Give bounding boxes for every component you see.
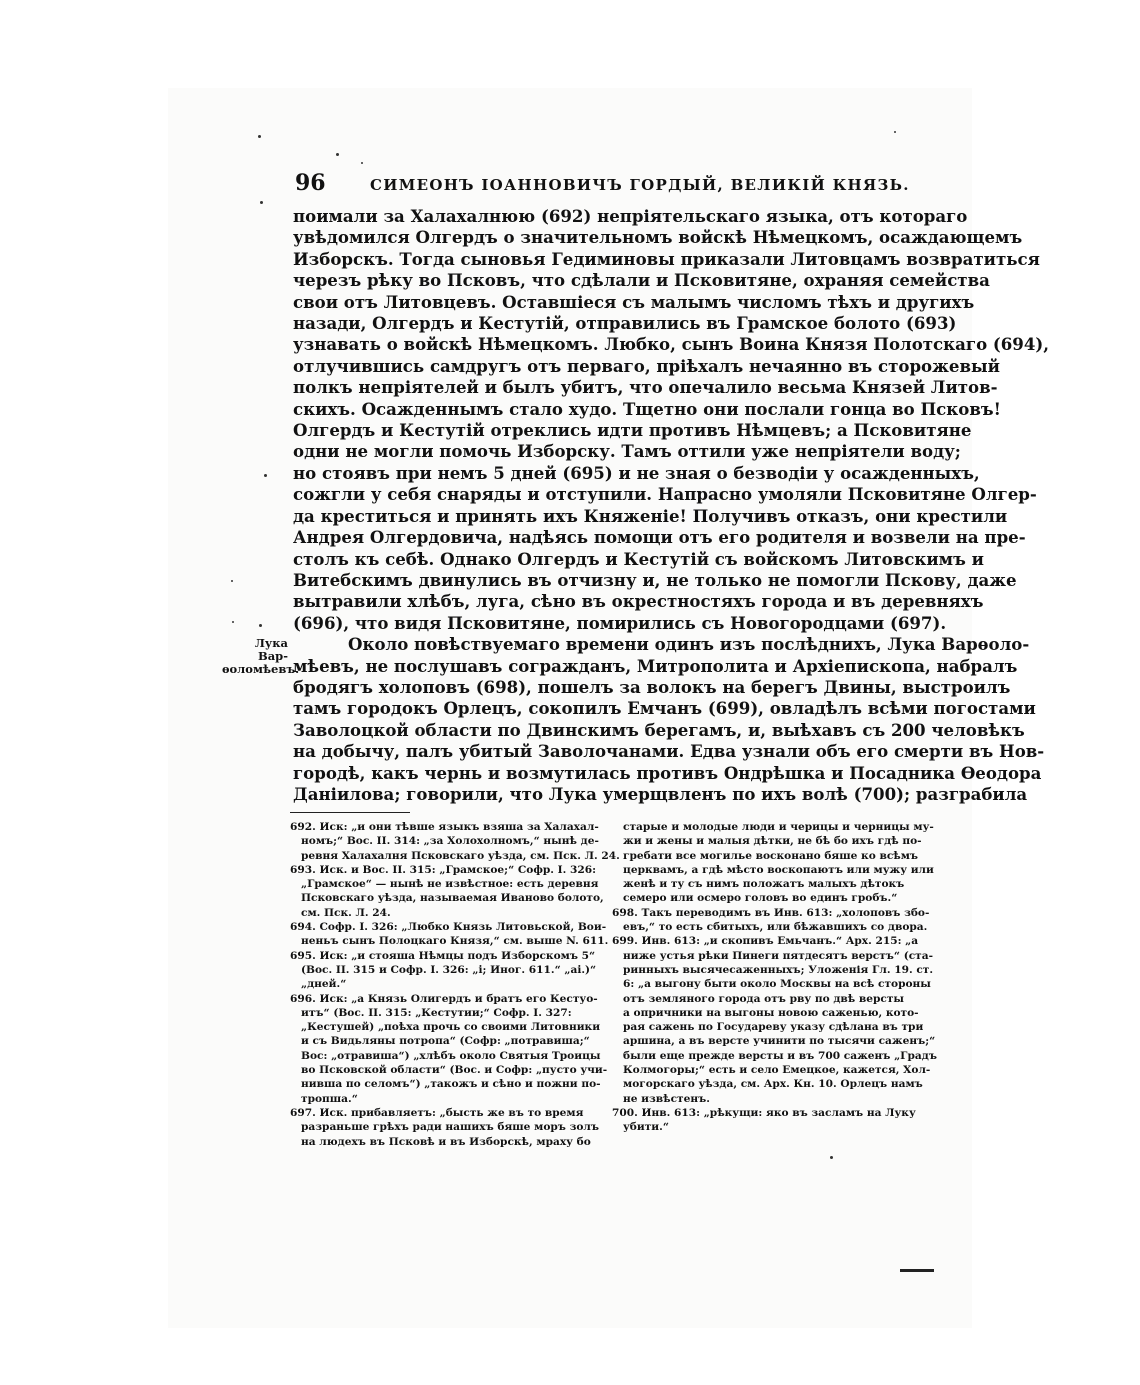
footnote-line: женѣ и ту съ нимъ положатъ малыхъ дѣтокъ: [623, 878, 905, 891]
footnote-line: тропша.“: [301, 1092, 358, 1105]
text-line: сожгли у себя снаряды и отступили. Напрасно умоляли Псковитяне Олгер-: [293, 484, 1037, 505]
margin-note-line: Лука Вар-: [254, 636, 288, 663]
text-line: тамъ городокъ Орлецъ, сокопилъ Емчанъ (699), овладѣлъ всѣми погостами: [293, 698, 1036, 719]
text-line: (696), что видя Псковитяне, помирились съ Новогородцами (697).: [293, 612, 947, 633]
footnote-line: были еще прежде версты и въ 700 саженъ „Градъ: [623, 1049, 937, 1062]
text-line: Заволоцкой области по Двинскимъ берегамъ, и, выѣхавъ съ 200 человѣкъ: [293, 719, 1025, 740]
footnote-line: 695. Иск: „и стояша Нѣмцы подъ Изборскомъ 5“: [290, 949, 596, 962]
footnote-line: евъ,“ то есть сбитыхъ, или бѣжавшихъ со двора.: [623, 921, 928, 934]
footnote-line: нивша по селомъ“) „такожъ и сѣно и пожни по-: [301, 1078, 601, 1091]
text-line: городѣ, какъ чернь и возмутилась противъ Ондрѣшка и Посадника Ѳеодора: [293, 762, 1042, 783]
footnote-line: 700. Инв. 613: „рѣкущи: яко въ засламъ на Луку: [612, 1106, 916, 1119]
margin-note: [222, 636, 300, 676]
footnote-line: старые и молодые люди и черицы и черницы му-: [623, 821, 934, 833]
text-line: Даніилова; говорили, что Лука умерщвленъ по ихъ волѣ (700); разграбила: [293, 783, 1028, 804]
scan-speck: [232, 621, 234, 623]
text-line: мѣевъ, не послушавъ согражданъ, Митрополита и Архіепископа, набралъ: [293, 655, 1018, 676]
text-line: увѣдомился Олгердъ о значительномъ войскѣ Нѣмецкомъ, осаждающемъ: [293, 227, 1023, 248]
text-line: узнавать о войскѣ Нѣмецкомъ. Любко, сынъ Воина Князя Полотскаго (694),: [293, 334, 1050, 355]
footnote-line: ревня Халахалня Псковскаго уѣзда, см. Пск. Л. 24.: [301, 849, 620, 862]
scan-dash-mark: [900, 1269, 934, 1272]
scan-speck: [231, 580, 233, 582]
footnotes-left-column: [290, 820, 620, 1149]
footnote-line: см. Пск. Л. 24.: [301, 906, 391, 919]
footnote-line: 6: „а выгону быти около Москвы на всѣ стороны: [623, 978, 931, 991]
text-line: одни не могли помочь Изборску. Тамъ оттили уже непріятели воду;: [293, 441, 961, 462]
scan-speck: [336, 153, 339, 156]
text-line: но стоявъ при немъ 5 дней (695) и не зная о безводіи у осажденныхъ,: [293, 462, 980, 483]
footnote-line: 699. Инв. 613: „и скопивъ Емьчанъ.“ Арх. 215: „а: [612, 935, 919, 948]
footnote-line: рая сажень по Государеву указу сдѣлана въ три: [623, 1021, 924, 1034]
text-line: Андрея Олгердовича, надѣясь помощи отъ его родителя и возвели на пре-: [293, 527, 1026, 548]
text-line: да креститься и принять ихъ Княженіе! Получивъ отказъ, они крестили: [293, 505, 1008, 526]
main-text: [293, 206, 1050, 805]
footnote-line: могорскаго уѣзда, см. Арх. Кн. 10. Орлецъ намъ: [623, 1078, 923, 1091]
footnote-line: Псковскаго уѣзда, называемая Иваново болото,: [301, 892, 604, 905]
footnote-line: номъ;“ Вос. II. 314: „за Холохолномъ,“ нынѣ де-: [301, 835, 599, 848]
footnote-line: жи и жены и малыя дѣтки, не бѣ бо ихъ гдѣ по-: [623, 835, 922, 848]
text-line: бродягъ холоповъ (698), пошелъ за волокъ на берегъ Двины, выстроилъ: [293, 676, 1011, 697]
scan-speck: [259, 624, 262, 627]
footnote-line: „Кестушей) „поѣха прочь со своими Литовники: [301, 1021, 601, 1034]
text-line: черезъ рѣку во Псковъ, что сдѣлали и Псковитяне, охраняя семейства: [293, 270, 990, 291]
footnote-line: а опричники на выгоны новою саженью, кото-: [623, 1006, 919, 1019]
footnote-line: гребати все могилье восконано бяше ко всѣмъ: [623, 849, 919, 862]
footnote-line: ринныхъ высячесаженныхъ; Уложенія Гл. 19. ст.: [623, 963, 934, 976]
scan-speck: [264, 474, 267, 477]
footnote-line: не извѣстенъ.: [623, 1092, 710, 1105]
margin-note-line: ѳоломѣевъ.: [222, 662, 300, 676]
text-line: столъ къ себѣ. Однако Олгердъ и Кестутій съ войскомъ Литовскимъ и: [293, 548, 984, 569]
footnote-line: итъ“ (Вос. II. 315: „Кестутии;“ Софр. I. 327:: [301, 1006, 572, 1019]
footnote-line: разраньше грѣхъ ради нашихъ бяше моръ золъ: [301, 1121, 600, 1134]
text-line: назади, Олгердъ и Кестутій, отправились въ Грамское болото (693): [293, 313, 957, 334]
running-title: СИМЕОНЪ ІОАННОВИЧЪ ГОРДЫЙ, ВЕЛИКІЙ КНЯЗЬ.: [370, 176, 910, 194]
footnote-line: 697. Иск. прибавляетъ: „бысть же въ то время: [290, 1106, 584, 1119]
footnote-line: аршина, а въ версте учинити по тысячи саженъ;“: [623, 1035, 936, 1048]
footnote-line: церквамъ, а гдѣ мѣсто воскопаютъ или мужу или: [623, 863, 934, 876]
running-header: [295, 170, 935, 204]
scan-speck: [260, 201, 263, 204]
text-line: вытравили хлѣбъ, луга, сѣно въ окрестностяхъ города и въ деревняхъ: [293, 591, 984, 612]
footnote-line: Колмогоры;“ есть и село Емецкое, кажется, Хол-: [623, 1064, 931, 1077]
footnote-line: Вос: „отравиша“) „хлѣбъ около Святыя Троицы: [301, 1049, 601, 1062]
footnote-line: 694. Софр. I. 326: „Любко Князь Литовьской, Вои-: [290, 921, 607, 934]
text-line: полкъ непріятелей и былъ убитъ, что опечалило весьма Князей Литов-: [293, 377, 998, 398]
footnote-line: семеро или осмеро головъ во единъ гробъ.“: [623, 892, 898, 905]
text-line: поимали за Халахалнюю (692) непріятельскаго языка, отъ котораго: [293, 206, 968, 226]
text-line: Изборскъ. Тогда сыновья Гедиминовы приказали Литовцамъ возвратиться: [293, 248, 1040, 269]
footnote-line: „Грамское“ — нынѣ не извѣстное: есть деревня: [301, 878, 599, 891]
text-line: свои отъ Литовцевъ. Оставшіеся съ малымъ числомъ тѣхъ и другихъ: [293, 291, 975, 312]
page-number: 96: [295, 170, 326, 196]
footnote-line: неньъ сынъ Полоцкаго Князя,“ см. выше N. 611.: [301, 935, 609, 948]
scan-speck: [258, 135, 261, 138]
footnote-line: ниже устья рѣки Пинеги пятдесятъ верстъ“ (ста-: [623, 949, 934, 962]
text-line: скихъ. Осажденнымъ стало худо. Тщетно они послали гонца во Псковъ!: [293, 398, 1001, 419]
footnote-line: 698. Такъ переводимъ въ Инв. 613: „холоповъ збо-: [612, 906, 930, 919]
scan-speck: [830, 1156, 833, 1159]
text-line: Олгердъ и Кестутій отреклись идти противъ Нѣмцевъ; а Псковитяне: [293, 420, 972, 441]
footnotes-right-column: [612, 820, 937, 1135]
footnote-line: 692. Иск: „и они тѣвше языкъ взяша за Халахал-: [290, 821, 599, 833]
footnote-line: 696. Иск: „а Князь Олигердъ и братъ его Кестуо-: [290, 992, 598, 1005]
text-line: Витебскимъ двинулись въ отчизну и, не только не помогли Пскову, даже: [293, 569, 1017, 590]
text-line: на добычу, палъ убитый Заволочанами. Едва узнали объ его смерти въ Нов-: [293, 741, 1045, 762]
footnote-line: на людехъ въ Псковѣ и въ Изборскѣ, мраху бо: [301, 1135, 591, 1148]
footnote-line: убити.“: [623, 1121, 669, 1134]
footnote-line: (Вос. II. 315 и Софр. I. 326: „i; Иног. 611.“ „ai.)“: [301, 963, 597, 976]
scan-speck: [894, 131, 896, 133]
text-line: отлучившись самдругъ отъ перваго, пріѣхалъ нечаянно въ сторожевый: [293, 355, 1000, 376]
text-line: Около повѣствуемаго времени одинъ изъ послѣднихъ, Лука Варѳоло-: [348, 634, 1030, 655]
footnote-line: отъ земляного города отъ рву по двѣ версты: [623, 992, 905, 1005]
footnote-line: и съ Видьляны потропа“ (Софр: „потравиша;“: [301, 1035, 590, 1048]
footnote-line: 693. Иск. и Вос. II. 315: „Грамское;“ Софр. I. 326:: [290, 863, 597, 876]
scan-speck: [361, 162, 363, 164]
footnote-line: „дней.“: [301, 978, 347, 991]
footnote-line: во Псковской области“ (Вос. и Софр: „пусто учи-: [301, 1064, 608, 1077]
footnote-rule: [290, 812, 410, 813]
